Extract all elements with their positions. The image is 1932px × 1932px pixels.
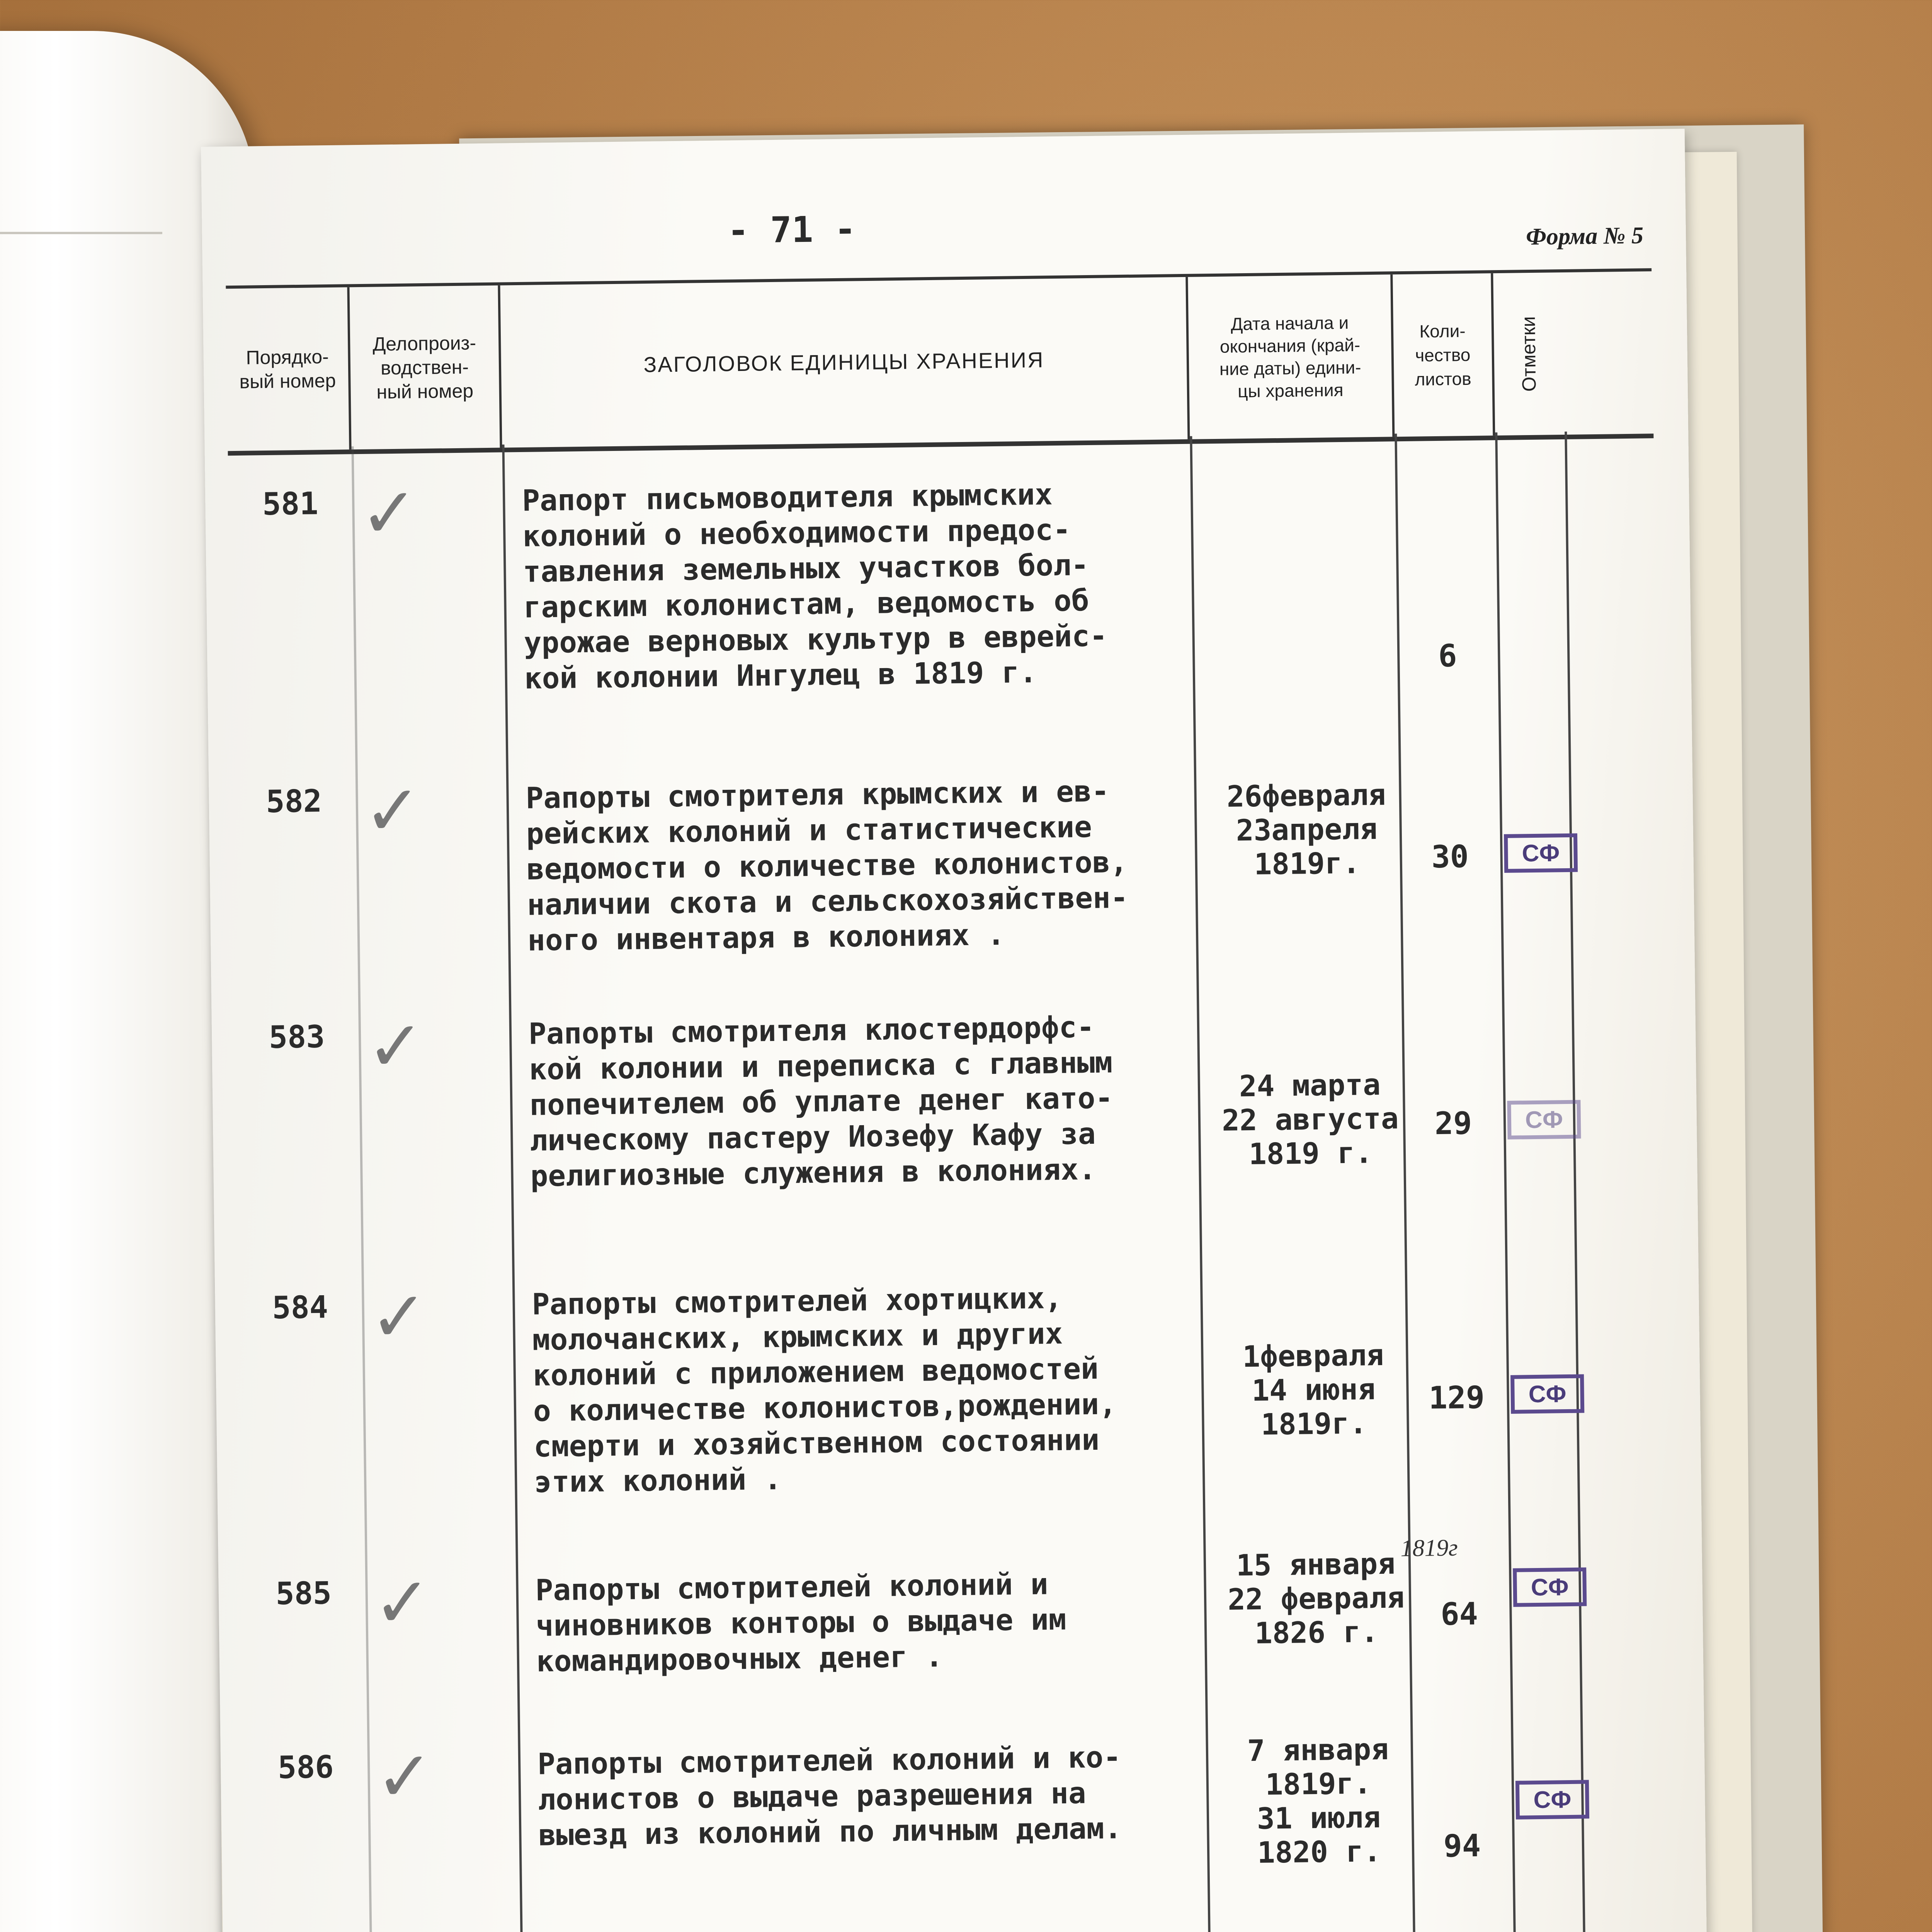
table-row [238,1273,1664,1499]
row-sheet-count: 29 [1434,1105,1472,1142]
row-dates: 24 марта 22 августа 1819 г. [1221,1067,1399,1172]
check-mark-icon: ✓ [372,1562,432,1644]
column-rule [1565,432,1589,1932]
row-seq-number: 581 [262,485,319,522]
header-marks [1493,272,1565,435]
row-seq-number: 584 [272,1289,328,1326]
row-sheet-count: 30 [1431,838,1469,875]
column-rule [502,444,527,1932]
column-rule [1495,432,1520,1932]
sf-stamp: СФ [1515,1780,1589,1819]
row-dates: 15 января 22 февраля 1826 г. [1227,1546,1405,1650]
row-title: Рапорты смотрителя клостердорфс- кой колонии и переписка с главным попечителем об уплате денег като- лическому пастеру Иозефу Кафу за религиозные служения в колониях. [528,1009,1113,1193]
check-mark-icon: ✓ [366,1006,425,1087]
column-rule [352,446,376,1932]
sf-stamp: СФ [1504,833,1578,873]
table-row [232,767,1658,957]
page-number: - 71 - [727,208,856,252]
header-office-number: Делопроиз- водствен- ный номер [349,286,502,450]
table-row [242,1534,1667,1679]
header-dates: Дата начала и окончания (край- ние даты) едини- цы хранения [1188,274,1395,439]
row-seq-number: 583 [269,1019,325,1056]
header-seq-number: Порядко- вый номер [226,287,351,451]
row-title: Рапорты смотрителей хортицких, молочанских, крымских и других колоний с приложением ведомостей о количестве колонистов,рождении, смерти и хозяйственном состоянии этих колоний . [532,1280,1117,1499]
row-title: Рапорты смотрителей колоний и чиновников конторы о выдаче им командировочных денег . [535,1566,1066,1679]
check-mark-icon: ✓ [375,1736,434,1818]
row-seq-number: 582 [265,783,322,820]
table-row [228,469,1654,696]
row-dates: 1февраля 14 июня 1819г. [1242,1337,1384,1442]
row-title: Рапорт письмоводителя крымских колоний о необходимости предос- тавления земельных участков бол- гарским колонистам, ведомость об урожае верновых культур в еврейс- кой колонии Ингулец в 1819 г. [522,477,1108,696]
row-dates: 7 января 1819г. 31 июля 1820 г. [1247,1731,1389,1870]
table-header [226,268,1653,456]
header-marks-label: Отметки [1517,316,1540,392]
check-mark-icon: ✓ [369,1276,429,1358]
sf-stamp: СФ [1510,1374,1584,1414]
header-sheets: Коли- чество листов [1393,273,1495,437]
row-sheet-count: 129 [1428,1379,1485,1416]
form-label: Форма № 5 [1526,222,1644,250]
sf-stamp: СФ [1513,1567,1587,1607]
sf-stamp: СФ [1507,1100,1581,1139]
row-dates: 26февраля 23апреля 1819г. [1226,777,1386,881]
handwritten-note: 1819г [1400,1534,1458,1562]
row-title: Рапорты смотрителя крымских и ев- рейских колоний и статистические ведомости о количестве колонистов, наличии скота и сельскохозяйствен- ного инвентаря в колониях . [526,774,1129,957]
document-page [201,129,1711,1932]
row-seq-number: 586 [277,1749,334,1786]
row-seq-number: 585 [275,1575,332,1612]
check-mark-icon: ✓ [359,473,419,554]
table-row [244,1731,1670,1870]
header-title: ЗАГОЛОВОК ЕДИНИЦЫ ХРАНЕНИЯ [500,277,1190,448]
check-mark-icon: ✓ [363,770,423,852]
table-row [235,1002,1661,1193]
row-sheet-count: 64 [1440,1595,1478,1633]
row-sheet-count: 94 [1443,1827,1481,1864]
row-sheet-count: 6 [1438,638,1457,674]
row-title: Рапорты смотрителей колоний и ко- лонистов о выдаче разрешения на выезд из колоний по личным делам. [537,1740,1122,1852]
